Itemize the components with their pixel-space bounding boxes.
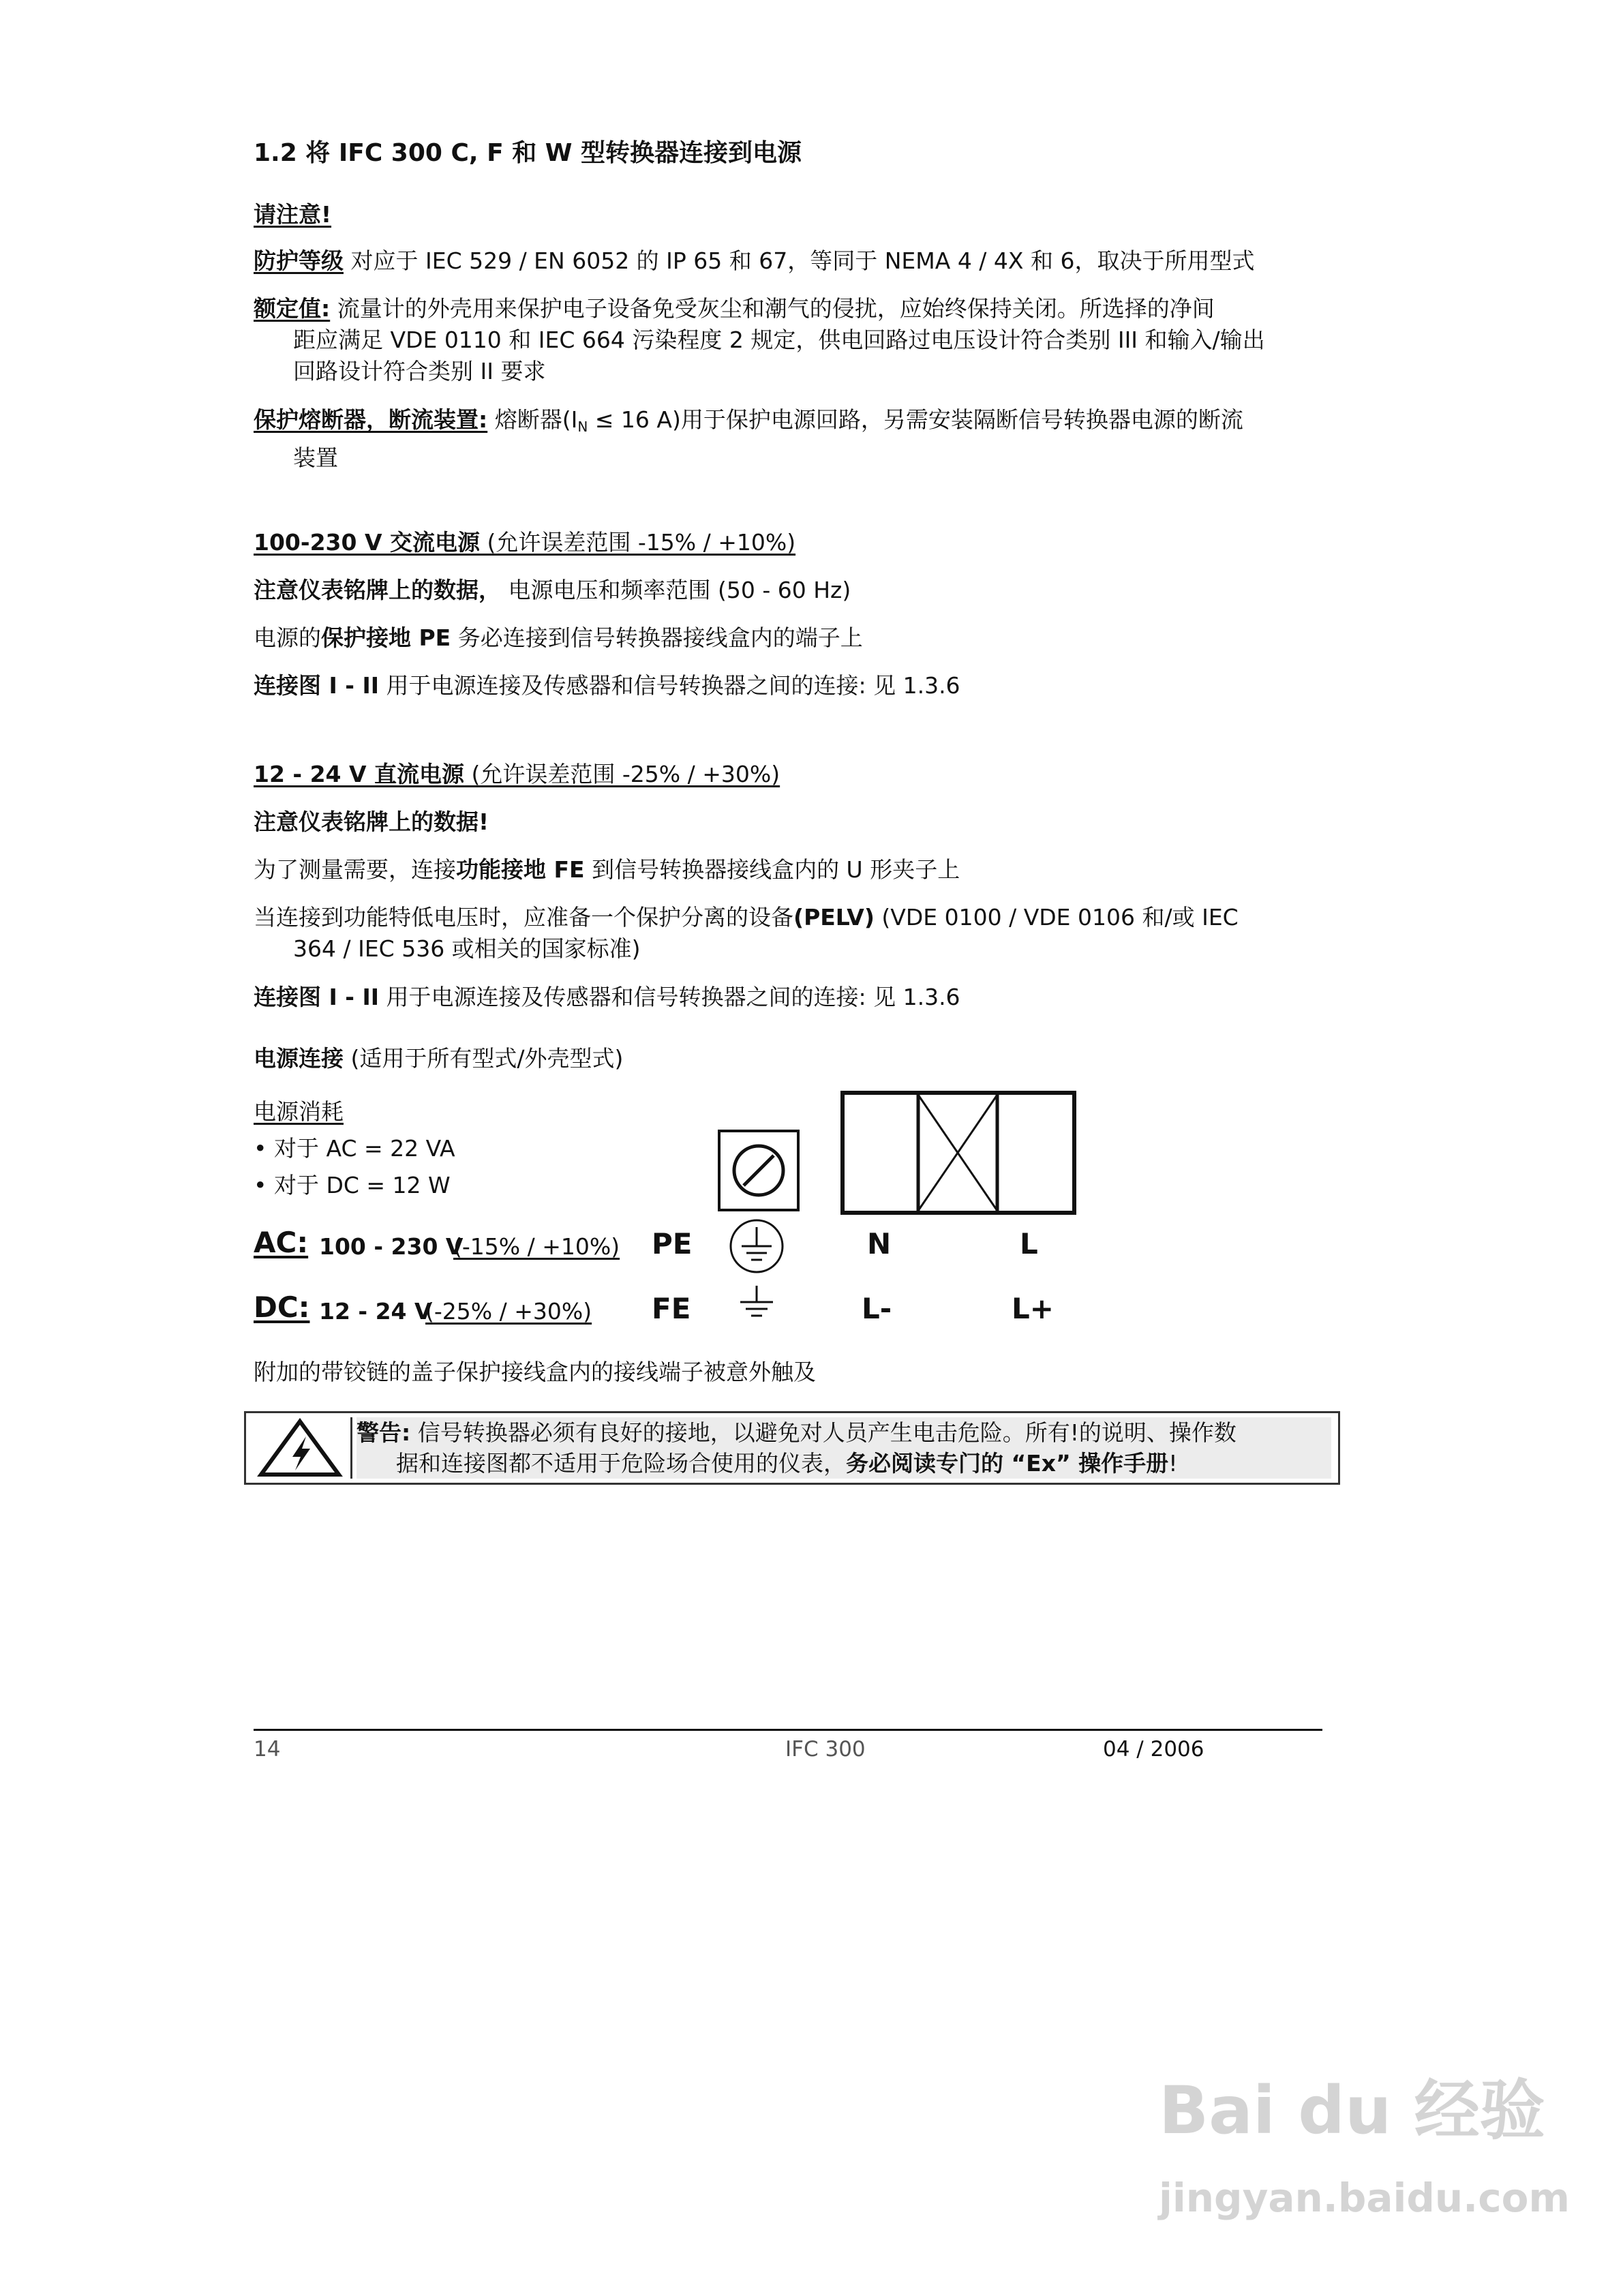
ac-nameplate-rest: 电源电压和频率范围 (50 - 60 Hz)	[501, 577, 851, 603]
dc-fe-a: 为了测量需要，连接	[254, 856, 456, 883]
ac-row-n: N	[867, 1227, 892, 1260]
power-connection-bold: 电源连接	[254, 1045, 344, 1072]
ac-pe-a: 电源的	[254, 624, 321, 651]
dc-pelv-line2: 364 / IEC 536 或相关的国家标准)	[293, 935, 641, 962]
protective-earth-icon	[728, 1218, 785, 1275]
dc-fe-bold: 功能接地 FE	[456, 856, 585, 883]
ac-row-label: AC:	[254, 1226, 309, 1259]
section-heading: 1.2 将 IFC 300 C, F 和 W 型转换器连接到电源	[254, 139, 802, 167]
warning-line1	[357, 1417, 1331, 1448]
dc-row-label: DC:	[254, 1290, 310, 1324]
fuse-paragraph	[254, 404, 1331, 474]
rated-line3: 回路设计符合类别 II 要求	[293, 358, 546, 384]
rated-paragraph	[254, 293, 1331, 387]
ac-pe-b: 务必连接到信号转换器接线盒内的端子上	[451, 624, 863, 651]
dc-pelv-bold: (PELV)	[793, 904, 875, 931]
fuse-subscript: N	[577, 419, 588, 435]
dc-row-tolerance: (-25% / +30%)	[425, 1298, 592, 1325]
high-voltage-warning-icon	[250, 1417, 350, 1479]
footer-page-number: 14	[254, 1737, 281, 1762]
watermark-url: jingyan.baidu.com	[1159, 2175, 1570, 2221]
dc-row-voltage: 12 - 24 V	[319, 1298, 432, 1325]
dc-fe-b: 到信号转换器接线盒内的 U 形夹子上	[584, 856, 960, 883]
ac-diagram-rest: 用于电源连接及传感器和信号转换器之间的连接: 见 1.3.6	[379, 672, 960, 699]
functional-earth-icon	[735, 1283, 778, 1327]
warning-line2-bold: 务必阅读专门的 “Ex” 操作手册	[846, 1450, 1169, 1477]
ac-row-l: L	[1020, 1227, 1038, 1260]
dc-diagram-line	[254, 982, 960, 1013]
dc-diagram-bold: 连接图 I - II	[254, 984, 379, 1010]
terminal-screw-box	[718, 1130, 800, 1211]
rated-line2: 距应满足 VDE 0110 和 IEC 664 污染程度 2 规定，供电回路过电压设计符合类别 III 和输入/输出	[293, 327, 1265, 353]
dc-pelv-paragraph	[254, 902, 1331, 965]
consumption-title: 电源消耗	[254, 1098, 344, 1125]
ac-row-tolerance: (-15% / +10%)	[453, 1233, 620, 1260]
consumption-dc: • 对于 DC = 12 W	[254, 1172, 451, 1198]
footer-date: 04 / 2006	[1103, 1737, 1204, 1762]
watermark-logo: Bai du 经验	[1159, 2072, 1545, 2149]
ac-pe-line	[254, 622, 863, 654]
warning-label: 警告:	[357, 1419, 411, 1446]
warning-line2-a: 据和连接图都不适用于危险场合使用的仪表，	[396, 1450, 846, 1477]
power-connection-rest: (适用于所有型式/外壳型式)	[344, 1045, 624, 1072]
warning-icon-cell	[250, 1417, 352, 1479]
warning-line1-text: 信号转换器必须有良好的接地，以避免对人员产生电击危险。所有!的说明、操作数	[410, 1419, 1237, 1446]
fuse-text-a: 熔断器(I	[487, 406, 578, 433]
protection-paragraph	[254, 245, 1331, 277]
power-connection-line	[254, 1043, 623, 1074]
warning-line2	[357, 1448, 1331, 1479]
dc-fe-line	[254, 854, 960, 886]
ac-diagram-bold: 连接图 I - II	[254, 672, 379, 699]
ac-row-voltage: 100 - 230 V	[319, 1233, 464, 1260]
warning-line2-b: !	[1168, 1450, 1178, 1477]
protection-label: 防护等级	[254, 247, 344, 274]
dc-title-rest: (允许误差范围 -25% / +30%)	[464, 761, 780, 787]
dc-title-bold: 12 - 24 V 直流电源	[254, 761, 465, 787]
fuse-line2: 装置	[293, 444, 338, 471]
ac-nameplate-bold: 注意仪表铭牌上的数据，	[254, 577, 501, 603]
ac-row-pe: PE	[652, 1227, 693, 1260]
protection-text: 对应于 IEC 529 / EN 6052 的 IP 65 和 67，等同于 NEMA 4 / 4X 和 6，取决于所用型式	[344, 247, 1255, 274]
dc-section-title	[254, 759, 780, 790]
dc-row-lplus: L+	[1012, 1292, 1054, 1325]
dc-row-lminus: L-	[862, 1292, 892, 1325]
dc-row-fe: FE	[652, 1292, 691, 1325]
screw-icon	[721, 1132, 797, 1209]
footer-product: IFC 300	[785, 1737, 866, 1762]
notice-label: 请注意!	[254, 201, 332, 228]
dc-nameplate-line: 注意仪表铭牌上的数据!	[254, 809, 489, 835]
cover-note: 附加的带铰链的盖子保护接线盒内的接线端子被意外触及	[254, 1359, 816, 1385]
ac-title-bold: 100-230 V 交流电源	[254, 529, 480, 556]
dc-pelv-b: (VDE 0100 / VDE 0106 和/或 IEC	[874, 904, 1239, 931]
rated-line1: 流量计的外壳用来保护电子设备免受灰尘和潮气的侵扰，应始终保持关闭。所选择的净间	[330, 295, 1215, 322]
fuse-text-b: ≤ 16 A)用于保护电源回路，另需安装隔断信号转换器电源的断流	[588, 406, 1243, 433]
fuse-label: 保护熔断器，断流装置:	[254, 406, 488, 433]
dc-diagram-rest: 用于电源连接及传感器和信号转换器之间的连接: 见 1.3.6	[379, 984, 960, 1010]
terminal-block	[840, 1091, 1076, 1215]
rated-label: 额定值:	[254, 295, 331, 322]
warning-box	[244, 1411, 1340, 1485]
ac-section-title	[254, 527, 795, 558]
ac-pe-bold: 保护接地 PE	[321, 624, 451, 651]
ac-nameplate-line	[254, 575, 851, 606]
footer-rule	[254, 1729, 1322, 1731]
consumption-ac: • 对于 AC = 22 VA	[254, 1135, 455, 1162]
dc-pelv-a: 当连接到功能特低电压时，应准备一个保护分离的设备	[254, 904, 793, 931]
warning-text	[357, 1417, 1331, 1479]
ac-title-rest: (允许误差范围 -15% / +10%)	[479, 529, 796, 556]
ac-diagram-line	[254, 670, 960, 701]
terminal-block-icon	[840, 1091, 1076, 1215]
